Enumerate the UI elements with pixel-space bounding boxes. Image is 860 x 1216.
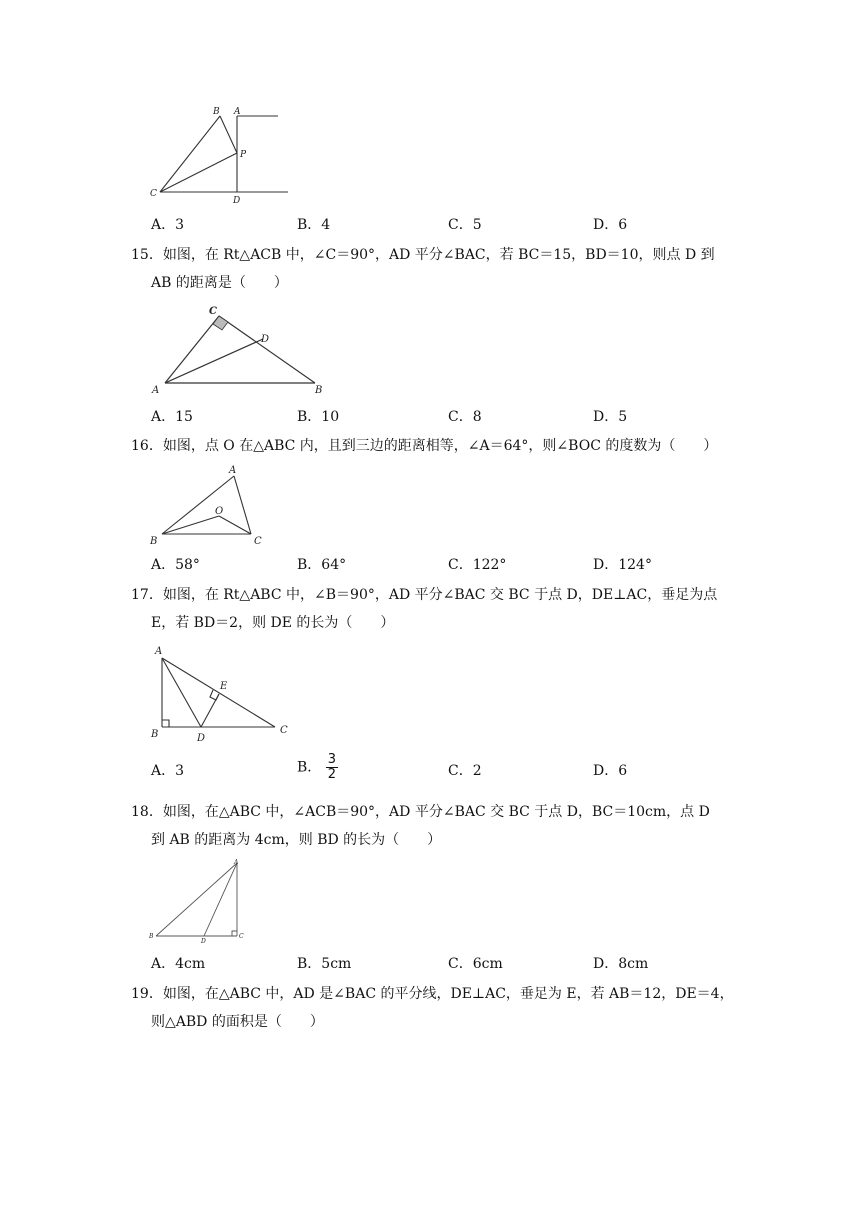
- q17-label-A: A: [155, 646, 163, 657]
- q14-label-B: B: [213, 107, 220, 117]
- q16-option-d: D．124°: [593, 557, 652, 573]
- q15-label-D: D: [261, 334, 270, 345]
- q15-label-C: C: [209, 306, 217, 317]
- q19-question-line2: 则△ABD 的面积是（ ）: [151, 1014, 324, 1030]
- q14-label-C: C: [150, 189, 157, 199]
- q14-label-D: D: [233, 196, 241, 206]
- q16-label-A: A: [229, 465, 237, 476]
- q17-label-C: C: [280, 725, 288, 736]
- q17-question-line1: 17．如图，在 Rt△ABC 中，∠B＝90°，AD 平分∠BAC 交 BC 于点 D，DE⊥AC，垂足为点: [131, 587, 718, 603]
- q17-option-b-label: B．: [297, 759, 322, 776]
- q14-figure: [140, 100, 300, 210]
- q19-question-line1: 19．如图，在△ABC 中，AD 是∠BAC 的平分线，DE⊥AC，垂足为 E，若 AB＝12，DE＝4，: [131, 986, 734, 1002]
- q18-question-line2: 到 AB 的距离为 4cm，则 BD 的长为（ ）: [151, 832, 442, 848]
- q15-option-c: C．8: [448, 409, 482, 425]
- q18-label-B: B: [149, 933, 154, 940]
- q15-right-angle-mark: [213, 316, 228, 330]
- q17-segment-AD: [162, 658, 201, 727]
- q14-segment-BP: [220, 116, 237, 153]
- q16-segment-OB: [162, 516, 219, 534]
- q18-right-angle-C: [232, 931, 237, 936]
- q17-segment-AC: [162, 658, 275, 727]
- q16-segment-AB: [162, 476, 234, 534]
- q15-label-A: A: [152, 385, 160, 396]
- q15-option-b: B．10: [297, 409, 340, 425]
- q17-label-D: D: [197, 733, 206, 744]
- q18-figure: [140, 856, 260, 946]
- q18-option-b: B．5cm: [297, 956, 352, 972]
- q15-question-line1: 15．如图，在 Rt△ACB 中，∠C＝90°，AD 平分∠BAC，若 BC＝15，BD＝10，则点 D 到: [131, 247, 715, 263]
- q16-label-O: O: [215, 506, 224, 517]
- q14-segment-CP: [160, 153, 237, 192]
- q18-segment-AB: [156, 863, 237, 936]
- q17-fraction-denominator: 2: [327, 767, 337, 782]
- q14-option-d: D．6: [593, 217, 628, 233]
- q15-segment-AD: [165, 339, 263, 383]
- q16-option-c: C．122°: [448, 557, 507, 573]
- q17-option-c: C．2: [448, 763, 482, 779]
- q18-option-a: A．4cm: [151, 956, 206, 972]
- q15-figure: [140, 300, 340, 400]
- q15-label-B: B: [315, 385, 323, 396]
- q17-right-angle-B: [162, 720, 169, 727]
- q15-question-line2: AB 的距离是（ ）: [151, 275, 288, 291]
- q17-question-line2: E，若 BD＝2，则 DE 的长为（ ）: [151, 615, 395, 631]
- q16-figure: [140, 462, 280, 547]
- q14-option-a: A．3: [151, 217, 185, 233]
- q16-option-a: A．58°: [151, 557, 200, 573]
- q17-figure: [140, 642, 300, 742]
- q18-option-d: D．8cm: [593, 956, 649, 972]
- q14-option-b: B．4: [297, 217, 331, 233]
- q16-label-C: C: [254, 536, 262, 547]
- q15-option-a: A．15: [151, 409, 193, 425]
- q18-label-D: D: [201, 938, 206, 945]
- q18-question-line1: 18．如图，在△ABC 中，∠ACB＝90°，AD 平分∠BAC 交 BC 于点 D，BC＝10cm，点 D: [131, 804, 710, 820]
- q17-option-b: [297, 753, 338, 782]
- q17-label-B: B: [151, 729, 159, 740]
- q18-option-c: C．6cm: [448, 956, 503, 972]
- q14-label-P: P: [240, 150, 247, 160]
- q17-fraction-numerator: 3: [327, 752, 337, 767]
- q17-option-d: D．6: [593, 763, 628, 779]
- q17-option-a: A．3: [151, 763, 185, 779]
- q15-segment-AC: [165, 316, 219, 383]
- q18-label-A: A: [234, 859, 239, 866]
- q15-segment-CB: [219, 316, 315, 383]
- q16-question-line1: 16．如图，点 O 在△ABC 内，且到三边的距离相等，∠A＝64°，则∠BOC 的度数为（ ）: [131, 438, 718, 454]
- q14-segment-BC: [160, 116, 220, 192]
- q18-label-C: C: [239, 933, 244, 940]
- q17-label-E: E: [220, 681, 228, 692]
- q16-option-b: B．64°: [297, 557, 347, 573]
- q14-option-c: C．5: [448, 217, 482, 233]
- q18-segment-AD: [204, 863, 237, 936]
- q16-label-B: B: [150, 536, 158, 547]
- q17-option-b-fraction: [326, 753, 338, 782]
- q15-option-d: D．5: [593, 409, 628, 425]
- q14-label-A: A: [234, 107, 241, 117]
